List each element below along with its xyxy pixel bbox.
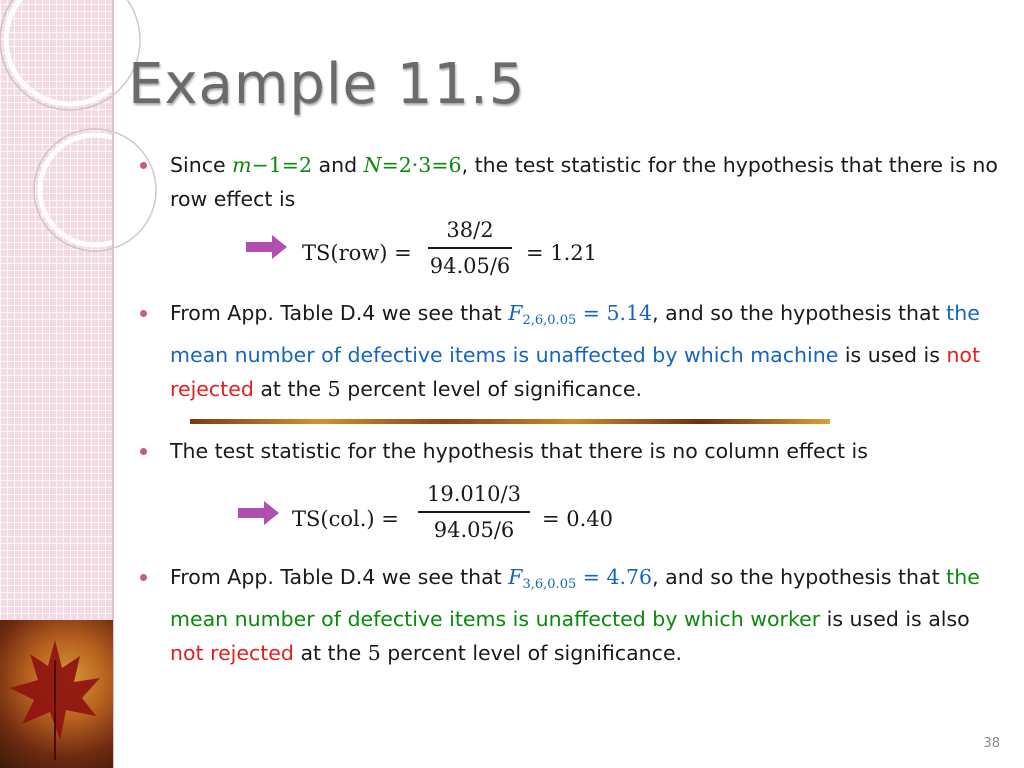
formula-row <box>140 216 1000 290</box>
hypothesis-worker: the mean number of defective items is unaffected by which worker <box>170 565 980 631</box>
bullet4-text-d: at the <box>293 641 368 665</box>
f-subscript: 3,6,0.05 <box>522 577 577 592</box>
bullet4-text-a: From App. Table D.4 we see that <box>170 565 509 589</box>
hypothesis-machine: the mean number of defective items is unaffected by which machine <box>170 301 980 367</box>
bullet3-text: The test statistic for the hypothesis that there is no column effect is <box>170 439 868 463</box>
bullet2-text-c: is used is <box>838 343 947 367</box>
autumn-leaf-image <box>0 620 113 768</box>
bullet-row-conclusion <box>140 296 1000 406</box>
bullet2-text-d: at the <box>253 377 328 401</box>
page-number: 38 <box>983 736 1000 751</box>
f-critical-value: = 4.76 <box>576 565 653 589</box>
bullet4-text-e: percent level of significance. <box>380 641 683 665</box>
right-arrow-icon <box>246 234 288 260</box>
bullet-row-effect <box>140 148 1000 216</box>
formula-col <box>140 478 1000 552</box>
bullet2-text-b: , and so the hypothesis that <box>652 301 947 325</box>
maple-leaf-icon <box>0 620 113 768</box>
formula-row-fraction <box>428 216 512 280</box>
bullet2-text-a: From App. Table D.4 we see that <box>170 301 509 325</box>
var-f: F <box>508 565 523 589</box>
formula-row-numerator: 38/2 <box>446 218 494 242</box>
bullet1-text-c: , the test statistic for the hypothesis that there is no row effect is <box>170 153 998 211</box>
formula-col-denominator: 94.05/6 <box>433 518 515 542</box>
bullet-column-effect <box>140 434 1000 468</box>
not-rejected-label: not rejected <box>170 641 294 665</box>
expr-m-minus-1: −1=2 <box>251 153 313 177</box>
slide-content <box>140 148 1000 670</box>
formula-row-result: = 1.21 <box>526 241 598 265</box>
slide-title: Example 11.5 <box>128 52 526 117</box>
bullet-column-conclusion <box>140 560 1000 670</box>
formula-col-numerator: 19.010/3 <box>427 482 521 506</box>
not-rejected-label: not rejected <box>170 343 981 401</box>
bullet4-text-b: , and so the hypothesis that <box>652 565 947 589</box>
f-subscript: 2,6,0.05 <box>522 313 577 328</box>
bullet1-text-a: Since <box>170 153 233 177</box>
expr-n-equals: =2·3=6 <box>381 153 462 177</box>
var-n: N <box>363 153 382 177</box>
formula-col-fraction <box>418 480 530 544</box>
significance-level: 5 <box>327 377 341 401</box>
right-arrow-icon <box>238 500 280 526</box>
formula-col-lhs: TS(col.) = <box>292 507 399 531</box>
var-m: m <box>232 153 252 177</box>
var-f: F <box>508 301 523 325</box>
decorative-divider <box>190 419 830 424</box>
formula-row-lhs: TS(row) = <box>302 241 412 265</box>
bullet1-text-b: and <box>312 153 364 177</box>
fraction-bar <box>428 247 512 249</box>
formula-row-denominator: 94.05/6 <box>429 254 511 278</box>
f-critical-value: = 5.14 <box>576 301 653 325</box>
significance-level: 5 <box>367 641 381 665</box>
formula-col-result: = 0.40 <box>542 507 614 531</box>
bullet4-text-c: is used is also <box>820 607 970 631</box>
fraction-bar <box>418 511 530 513</box>
bullet2-text-e: percent level of significance. <box>340 377 642 401</box>
